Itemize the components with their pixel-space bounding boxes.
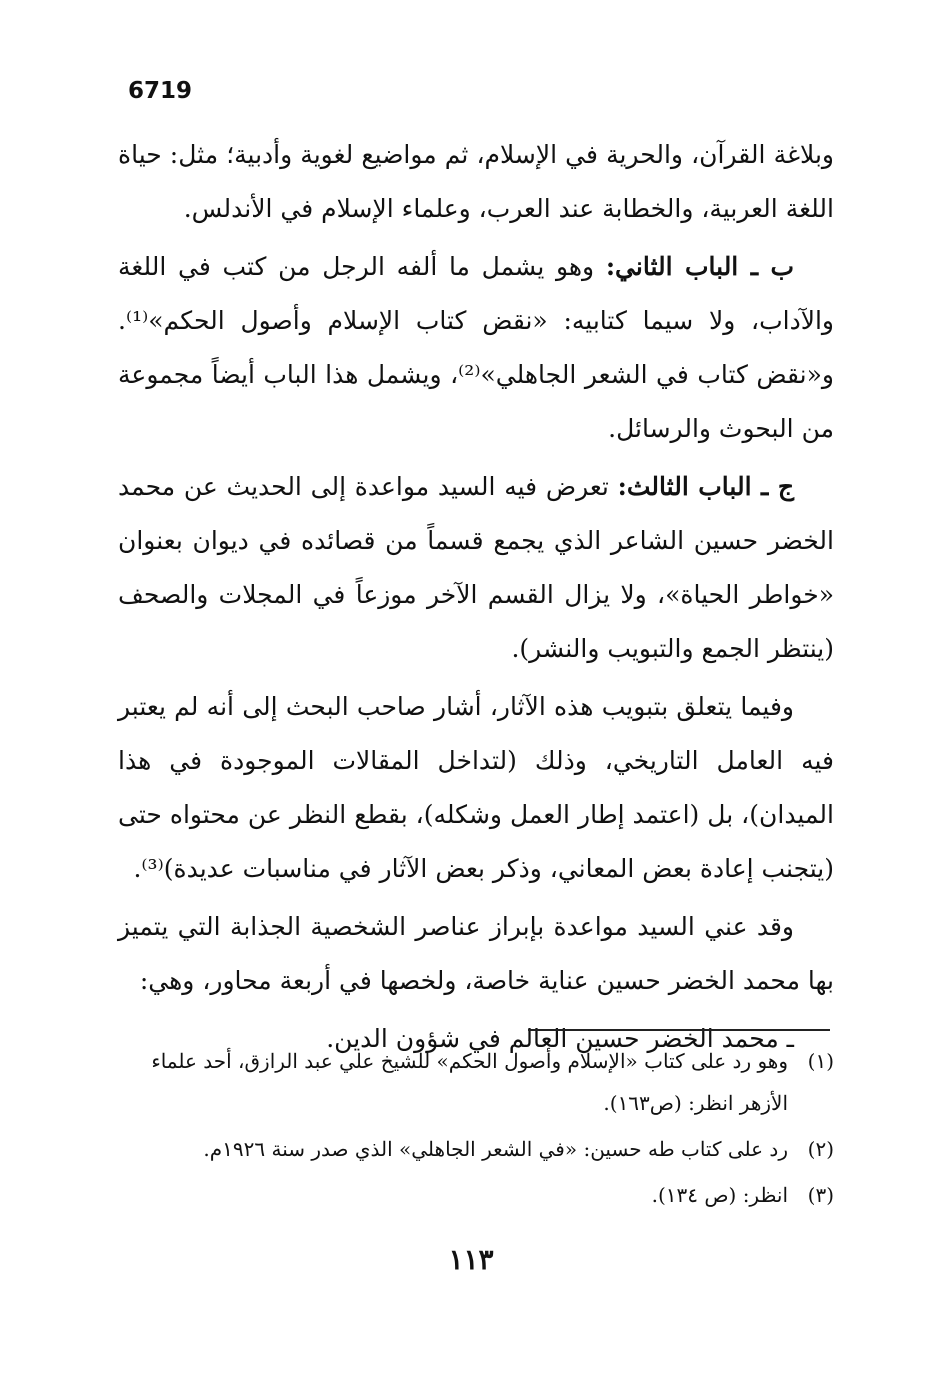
footnote-divider xyxy=(528,1029,830,1031)
paragraph-6: ـ محمد الخضر حسين العالم في شؤون الدين. xyxy=(326,1024,794,1053)
footnote-number: (١) xyxy=(807,1049,834,1073)
footnote-number: (٢) xyxy=(807,1137,834,1161)
catalog-number: 6719 xyxy=(128,78,193,104)
footnote-text: رد على كتاب طه حسين: «في الشعر الجاهلي» الذي صدر سنة ١٩٢٦م. xyxy=(203,1137,788,1161)
section-c-heading: ج ـ الباب الثالث: xyxy=(617,472,794,501)
footnote-1 xyxy=(118,1040,834,1124)
section-b-text: وهو يشمل ما ألفه الرجل من كتب في اللغة والآداب، ولا سيما كتابيه: «نقض كتاب الإسلام وأصول الحكم»⁽¹⁾. و«نقض كتاب في الشعر الجاهلي»⁽²⁾، ويشمل هذا الباب أيضاً مجموعة من البحوث والرسائل. xyxy=(118,252,835,443)
footnotes xyxy=(118,1040,834,1220)
footnote-3 xyxy=(118,1174,834,1216)
footnote-number: (٣) xyxy=(807,1183,834,1207)
footnote-text: وهو رد على كتاب «الإسلام وأصول الحكم» للشيخ علي عبد الرازق، أحد علماء الأزهر انظر: (ص١٦٣). xyxy=(151,1049,788,1115)
body-text xyxy=(118,128,834,1070)
paragraph-1: وبلاغة القرآن، والحرية في الإسلام، ثم مواضيع لغوية وأدبية؛ مثل: حياة اللغة العربية، والخطابة عند العرب، وعلماء الإسلام في الأندلس. xyxy=(118,140,834,223)
page-number: ١١٣ xyxy=(448,1243,494,1276)
footnote-2 xyxy=(118,1128,834,1170)
paragraph-section-b xyxy=(118,240,834,456)
section-c-text: تعرض فيه السيد مواعدة إلى الحديث عن محمد الخضر حسين الشاعر الذي يجمع قسماً من قصائده في ديوان بعنوان «خواطر الحياة»، ولا يزال القسم الآخر موزعاً في المجلات والصحف (ينتظر الجمع والتبويب والنشر). xyxy=(118,472,834,663)
paragraph-5: وقد عني السيد مواعدة بإبراز عناصر الشخصية الجذابة التي يتميز بها محمد الخضر حسين عناية خاصة، ولخصها في أربعة محاور، وهي: xyxy=(118,912,834,995)
paragraph-section-c xyxy=(118,460,834,676)
footnote-text: انظر: (ص ١٣٤). xyxy=(651,1183,788,1207)
paragraph-4: وفيما يتعلق بتبويب هذه الآثار، أشار صاحب البحث إلى أنه لم يعتبر فيه العامل التاريخي، وذلك (لتداخل المقالات الموجودة في هذا الميدان)، بل (اعتمد إطار العمل وشكله)، بقطع النظر عن محتواه حتى (يتجنب إعادة بعض المعاني، وذكر بعض الآثار في مناسبات عديدة)⁽³⁾. xyxy=(118,692,834,883)
section-b-heading: ب ـ الباب الثاني: xyxy=(605,252,794,281)
